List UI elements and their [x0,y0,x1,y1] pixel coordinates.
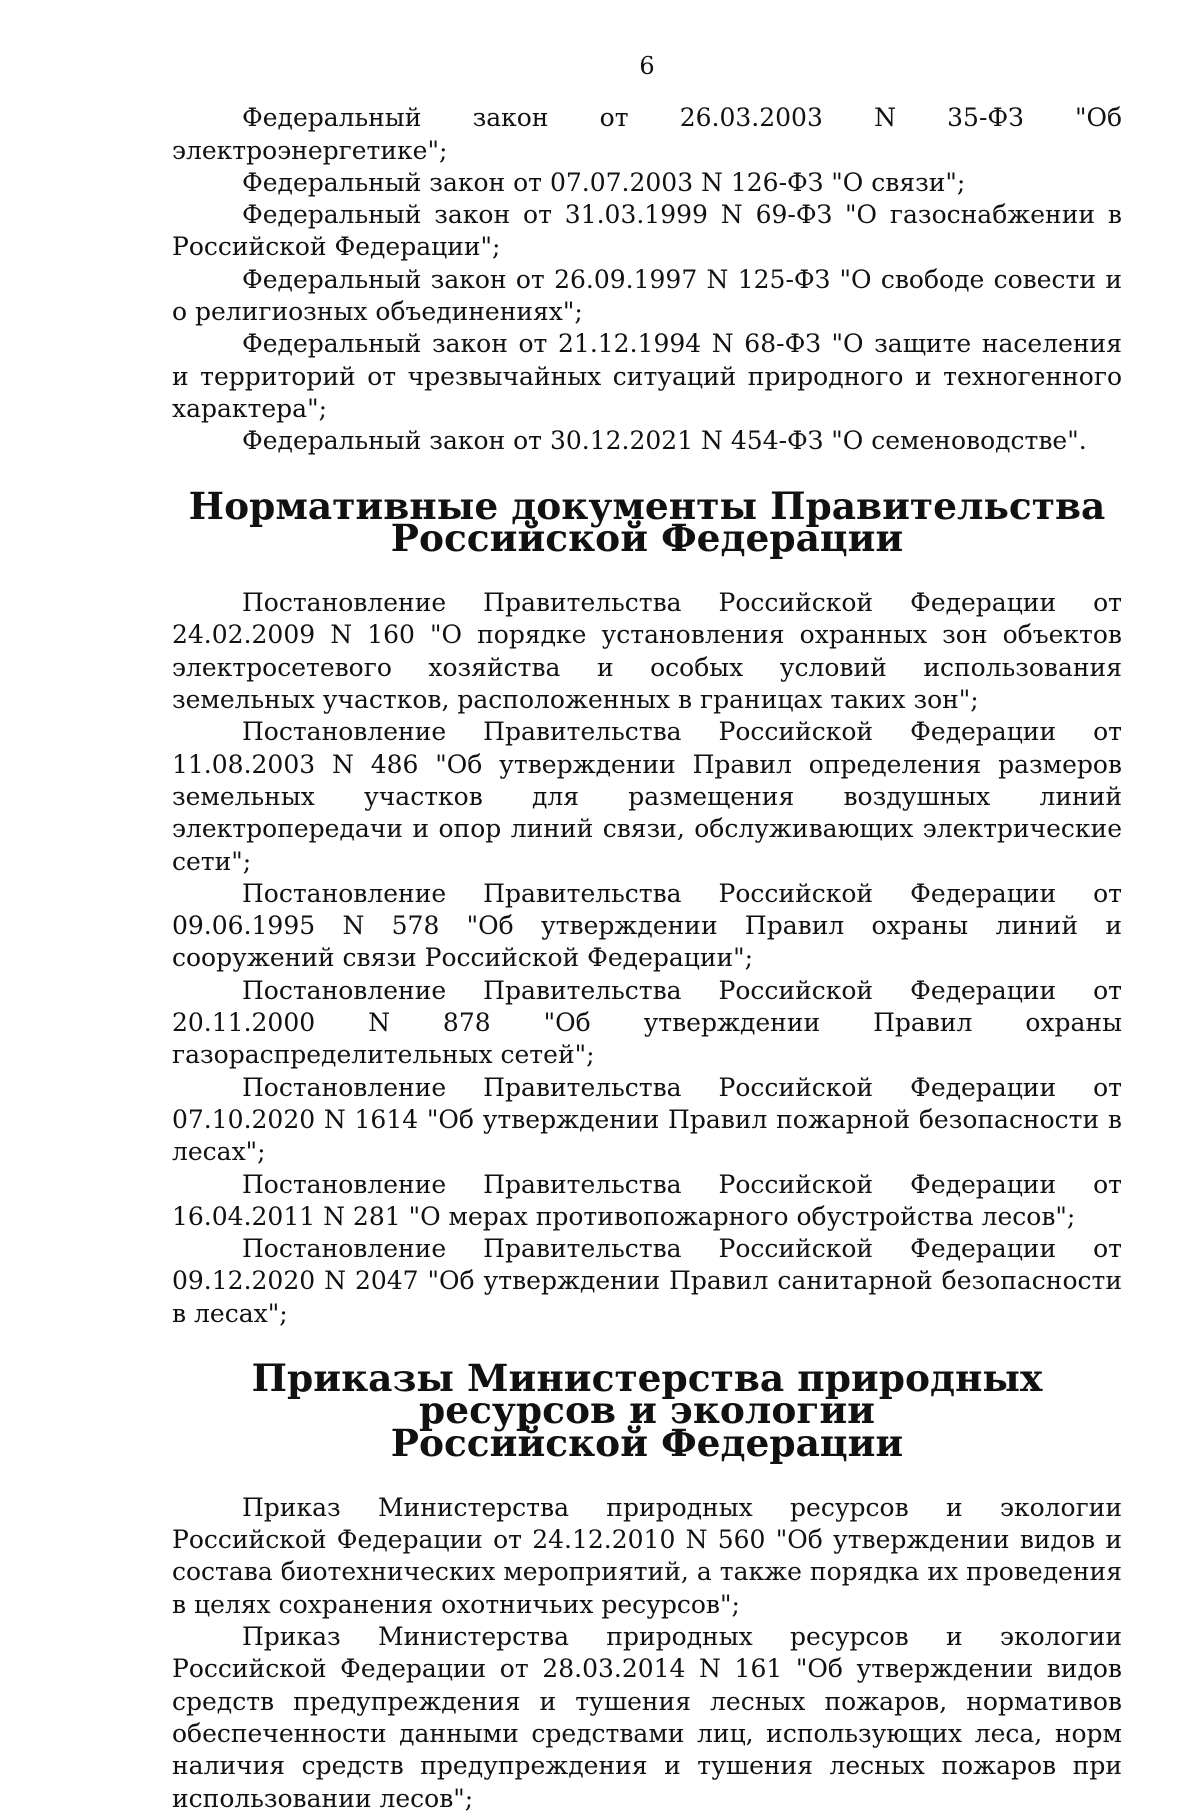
federal-laws-list [172,102,1122,457]
section-heading-ministry [172,1355,1122,1465]
law-item: Федеральный закон от 26.09.1997 N 125-ФЗ "О свободе совести и о религиозных объединениях"; [172,264,1122,327]
government-item: Постановление Правительства Российской Федерации от 24.02.2009 N 160 "О порядке установления охранных зон объектов электросетевого хозяйства и особых условий использования земельных участков, расположенных в границах таких зон"; [172,588,1122,715]
page-number: 6 [639,52,655,80]
law-item: Федеральный закон от 21.12.1994 N 68-ФЗ "О защите населения и территорий от чрезвычайных ситуаций природного и техногенного характера"; [172,329,1122,423]
section-heading-ministry-line1: Приказы Министерства природных ресурсов и экологии [251,1355,1043,1433]
government-item: Постановление Правительства Российской Федерации от 07.10.2020 N 1614 "Об утверждении Правил пожарной безопасности в лесах"; [172,1072,1122,1167]
document-page [172,50,1122,1815]
government-documents-list [172,587,1122,1330]
law-item: Федеральный закон от 07.07.2003 N 126-ФЗ "О связи"; [242,167,966,197]
ministry-item: Приказ Министерства природных ресурсов и экологии Российской Федерации от 24.12.2010 N 560 "Об утверждении видов и состава биотехнических мероприятий, а также порядка их проведения в целях сохранения охотничьих ресурсов"; [172,1492,1122,1619]
section-heading-ministry-line2: Российской Федерации [390,1420,904,1465]
government-item: Постановление Правительства Российской Федерации от 09.06.1995 N 578 "Об утверждении Правил охраны линий и сооружений связи Российской Федерации"; [172,878,1122,973]
law-item: Федеральный закон от 26.03.2003 N 35-ФЗ "Об электроэнергетике"; [172,103,1122,165]
government-item: Постановление Правительства Российской Федерации от 16.04.2011 N 281 "О мерах противопожарного обустройства лесов"; [172,1169,1122,1231]
government-item: Постановление Правительства Российской Федерации от 20.11.2000 N 878 "Об утверждении Правил охраны газораспределительных сетей"; [172,975,1122,1070]
ministry-item: Приказ Министерства природных ресурсов и экологии Российской Федерации от 28.03.2014 N 161 "Об утверждении видов средств предупреждения и тушения лесных пожаров, нормативов обеспеченности данными средствами лиц, использующих леса, норм наличия средств предупреждения и тушения лесных пожаров при использовании лесов"; [172,1622,1122,1813]
government-item: Постановление Правительства Российской Федерации от 09.12.2020 N 2047 "Об утверждении Правил санитарной безопасности в лесах"; [172,1234,1122,1328]
section-heading-government: Нормативные документы Правительства Российской Федерации [188,483,1106,560]
ministry-orders-list [172,1492,1122,1815]
law-item: Федеральный закон от 30.12.2021 N 454-ФЗ "О семеноводстве". [242,426,1087,456]
government-item: Постановление Правительства Российской Федерации от 11.08.2003 N 486 "Об утверждении Правил определения размеров земельных участков для размещения воздушных линий электропередачи и опор линий связи, обслуживающих электрические сети"; [172,717,1122,876]
law-item: Федеральный закон от 31.03.1999 N 69-ФЗ "О газоснабжении в Российской Федерации"; [172,200,1122,262]
